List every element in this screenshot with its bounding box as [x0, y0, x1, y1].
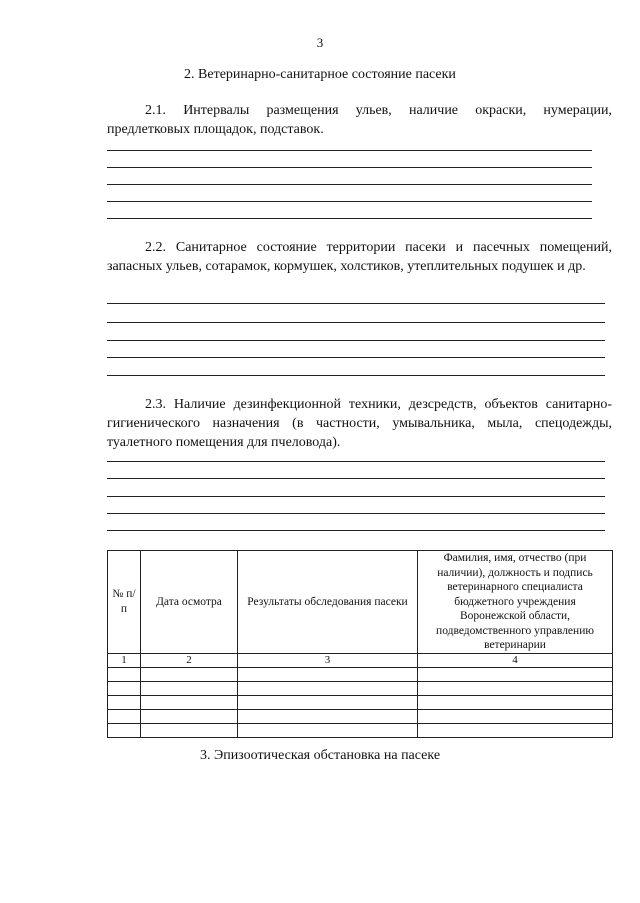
table-cell[interactable]	[418, 723, 613, 737]
table-cell[interactable]	[141, 667, 238, 681]
page-number: 3	[316, 35, 324, 50]
table-row	[108, 709, 613, 723]
header-date: Дата осмотра	[141, 551, 238, 654]
table-cell[interactable]	[418, 709, 613, 723]
table-cell[interactable]	[108, 681, 141, 695]
header-number: № п/п	[108, 551, 141, 654]
section-2-heading: 2. Ветеринарно-санитарное состояние пасеки	[184, 67, 456, 82]
blank-line	[107, 150, 592, 151]
blank-line	[107, 322, 605, 323]
table-cell[interactable]	[238, 723, 418, 737]
table-cell[interactable]	[238, 695, 418, 709]
table-cell[interactable]	[141, 695, 238, 709]
column-number: 3	[238, 653, 418, 667]
table-cell[interactable]	[141, 709, 238, 723]
blank-line	[107, 375, 605, 376]
table-row	[108, 667, 613, 681]
table-cell[interactable]	[418, 695, 613, 709]
table-row	[108, 681, 613, 695]
blank-line	[107, 184, 592, 185]
blank-line	[107, 303, 605, 304]
header-specialist: Фамилия, имя, отчество (при наличии), должность и подпись ветеринарного специалиста бюджетного учреждения Воронежской области, подведомственного управлению ветеринарии	[418, 551, 613, 654]
blank-line	[107, 218, 592, 219]
table-cell[interactable]	[238, 667, 418, 681]
column-number: 4	[418, 653, 613, 667]
blank-line	[107, 513, 605, 514]
table-cell[interactable]	[108, 667, 141, 681]
table-cell[interactable]	[108, 695, 141, 709]
blank-line	[107, 340, 605, 341]
table-cell[interactable]	[418, 667, 613, 681]
blank-line	[107, 167, 592, 168]
table-cell[interactable]	[108, 723, 141, 737]
column-number: 1	[108, 653, 141, 667]
table-row	[108, 695, 613, 709]
item-2-1-text: 2.1. Интервалы размещения ульев, наличие окраски, нумерации, предлетковых площадок, подставок.	[107, 103, 612, 137]
table-header-row	[108, 551, 613, 654]
table-cell[interactable]	[238, 709, 418, 723]
table-cell[interactable]	[418, 681, 613, 695]
blank-line	[107, 201, 592, 202]
column-number: 2	[141, 653, 238, 667]
table-cell[interactable]	[141, 681, 238, 695]
blank-line	[107, 357, 605, 358]
header-results: Результаты обследования пасеки	[238, 551, 418, 654]
inspection-table	[107, 550, 613, 738]
table-cell[interactable]	[238, 681, 418, 695]
table-row	[108, 723, 613, 737]
table-cell[interactable]	[141, 723, 238, 737]
blank-line	[107, 461, 605, 462]
blank-line	[107, 478, 605, 479]
item-2-3-text: 2.3. Наличие дезинфекционной техники, дезсредств, объектов санитарно-гигиенического назначения (в частности, умывальника, мыла, спецодежды, туалетного помещения для пчеловода).	[107, 397, 612, 450]
blank-line	[107, 496, 605, 497]
table-number-row	[108, 653, 613, 667]
section-3-heading: 3. Эпизоотическая обстановка на пасеке	[199, 748, 441, 763]
item-2-2-text: 2.2. Санитарное состояние территории пасеки и пасечных помещений, запасных ульев, сотарамок, кормушек, холстиков, утеплительных подушек и др.	[107, 240, 612, 274]
table-cell[interactable]	[108, 709, 141, 723]
blank-line	[107, 530, 605, 531]
